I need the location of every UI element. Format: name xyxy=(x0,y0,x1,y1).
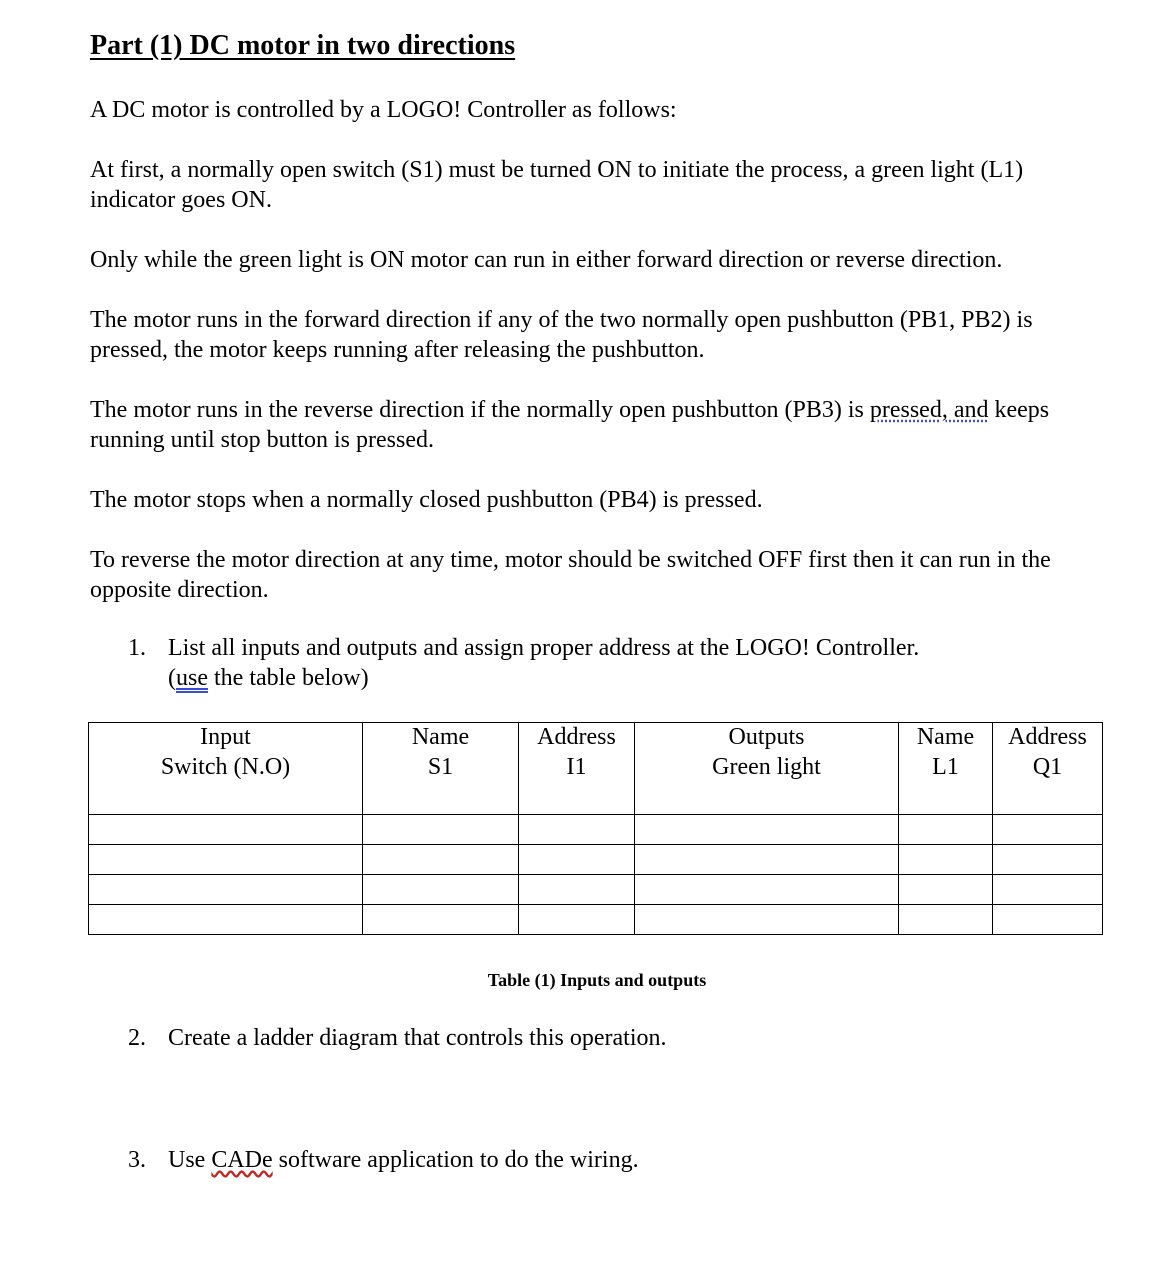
table-cell-empty xyxy=(899,905,993,935)
header-input-name: Name xyxy=(363,723,519,754)
table-cell-empty xyxy=(519,905,635,935)
grammar-flag-use: use xyxy=(176,665,208,691)
list-number: 3. xyxy=(128,1147,146,1173)
table-cell-empty xyxy=(635,815,899,845)
list-item-1-text xyxy=(168,633,1068,693)
table-cell-output-name: L1 xyxy=(899,753,993,815)
table-cell-empty xyxy=(89,875,363,905)
table-cell-input-address: I1 xyxy=(519,753,635,815)
intro-paragraph: A DC motor is controlled by a LOGO! Controller as follows: xyxy=(90,97,677,123)
table-cell-output: Green light xyxy=(635,753,899,815)
table-cell-empty xyxy=(899,845,993,875)
table-cell-empty xyxy=(519,875,635,905)
list-item-2-text: Create a ladder diagram that controls this operation. xyxy=(168,1025,667,1051)
table-cell-empty xyxy=(363,815,519,845)
header-output-name: Name xyxy=(899,723,993,754)
table-row-empty xyxy=(89,905,1103,935)
header-outputs: Outputs xyxy=(635,723,899,754)
list-item-1 xyxy=(0,633,1168,695)
paragraph-reverse-rule: To reverse the motor direction at any time, motor should be switched OFF first then it can run in the opposite direction. xyxy=(90,547,1051,603)
paragraph-reverse-direction xyxy=(90,395,1110,455)
list-item-1-line1: List all inputs and outputs and assign proper address at the LOGO! Controller. xyxy=(168,635,920,661)
paragraph-green-light-condition: Only while the green light is ON motor can run in either forward direction or reverse direction. xyxy=(90,247,1003,273)
table-cell-empty xyxy=(363,845,519,875)
reverse-text-start: The motor runs in the reverse direction if the normally open pushbutton (PB3) is xyxy=(90,397,870,423)
table-row-empty xyxy=(89,815,1103,845)
table-cell-empty xyxy=(899,815,993,845)
list-item-3-text xyxy=(168,1145,1068,1175)
table-header-row xyxy=(89,723,1103,754)
io-table xyxy=(88,722,1103,935)
header-input-address: Address xyxy=(519,723,635,754)
table-cell-output-address: Q1 xyxy=(993,753,1103,815)
paragraph-forward-direction: The motor runs in the forward direction if any of the two normally open pushbutton (PB1, PB2) is pressed, the motor keeps running after releasing the pushbutton. xyxy=(90,307,1033,363)
reverse-text-end: keeps running until stop button is pressed. xyxy=(90,397,1050,453)
table-cell-empty xyxy=(89,815,363,845)
table-cell-empty xyxy=(635,845,899,875)
page-title: Part (1) DC motor in two directions xyxy=(90,30,516,61)
table-cell-empty xyxy=(993,845,1103,875)
paragraph-start-condition: At first, a normally open switch (S1) must be turned ON to initiate the process, a green light (L1) indicator goes ON. xyxy=(90,157,1024,213)
table-cell-empty xyxy=(635,875,899,905)
paren-open: ( xyxy=(168,665,176,691)
table-cell-empty xyxy=(363,905,519,935)
table-caption: Table (1) Inputs and outputs xyxy=(487,970,707,990)
table-cell-input: Switch (N.O) xyxy=(89,753,363,815)
list-number: 2. xyxy=(128,1025,146,1051)
list-number: 1. xyxy=(128,635,146,661)
table-cell-input-name: S1 xyxy=(363,753,519,815)
table-cell-empty xyxy=(363,875,519,905)
table-cell-empty xyxy=(89,845,363,875)
list-item-1-line2-rest: the table below) xyxy=(208,665,369,691)
table-cell-empty xyxy=(993,875,1103,905)
table-cell-empty xyxy=(635,905,899,935)
header-output-address: Address xyxy=(993,723,1103,754)
grammar-flag-pressed-and: pressed, and xyxy=(869,397,989,423)
table-cell-empty xyxy=(993,815,1103,845)
list-item-3-pre: Use xyxy=(168,1147,212,1173)
spelling-flag-cade: CADe xyxy=(211,1147,273,1173)
header-input: Input xyxy=(89,723,363,754)
table-row-empty xyxy=(89,875,1103,905)
table-cell-empty xyxy=(519,845,635,875)
table-cell-empty xyxy=(993,905,1103,935)
paragraph-stop-condition: The motor stops when a normally closed pushbutton (PB4) is pressed. xyxy=(90,487,763,513)
table-row xyxy=(89,753,1103,815)
table-cell-empty xyxy=(519,815,635,845)
list-item-3-post: software application to do the wiring. xyxy=(272,1147,639,1173)
list-item-2 xyxy=(0,1023,1168,1055)
table-cell-empty xyxy=(89,905,363,935)
list-item-3 xyxy=(0,1145,1168,1177)
table-cell-empty xyxy=(899,875,993,905)
table-row-empty xyxy=(89,845,1103,875)
